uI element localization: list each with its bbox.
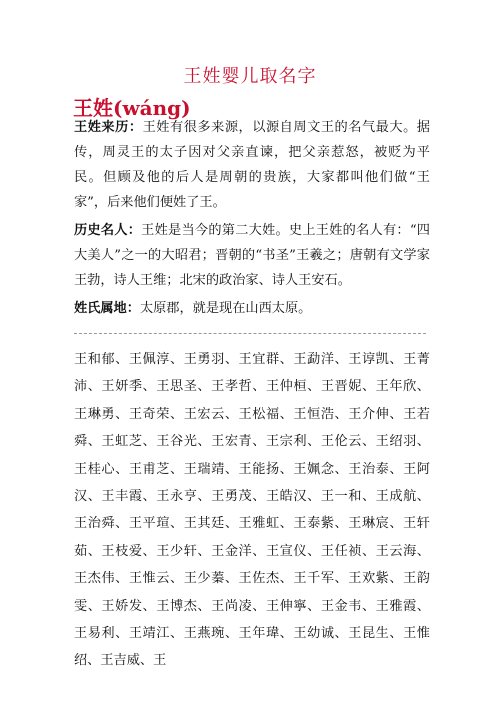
section-heading: 王姓(wáng) — [73, 96, 191, 120]
origin-text: 王姓有很多来源，以源自周文王的名气最大。据传，周灵王的太子因对父亲直谏，把父亲惹怒，被贬为平民。但顾及他的后人是周朝的贵族，大家都叫他们做“王家”，后来他们便姓了王。 — [74, 120, 430, 210]
place-text: 太原郡，就是现在山西太原。 — [139, 301, 312, 316]
famous-people-paragraph — [74, 218, 430, 293]
origin-label: 王姓来历： — [74, 120, 143, 135]
dashed-divider — [74, 333, 426, 334]
surname-place-paragraph — [74, 296, 430, 321]
surname-origin-paragraph — [74, 115, 430, 215]
famous-text: 王姓是当今的第二大姓。史上王姓的名人有：“四大美人”之一的大昭君；晋朝的“书圣”王羲之；唐朝有文学家王勃，诗人王维；北宋的政治家、诗人王安石。 — [74, 223, 430, 288]
place-label: 姓氏属地： — [74, 301, 140, 316]
baby-names-list: 王和郁、王佩淳、王勇羽、王宜群、王勐洋、王谆凯、王菁沛、王妍季、王思圣、王孝哲、王仲桓、王晋妮、王年欣、王琳勇、王奇荣、王宏云、王松福、王恒浩、王介伸、王若舜、王虹芝、王谷光、王宏青、王宗利、王伦云、王绍羽、王桂心、王甫芝、王瑞靖、王能扬、王姵念、王治泰、王阿汉、王丰霞、王永亨、王勇茂、王皓汉、王一和、王成航、王治舜、王平瑄、王其廷、王雅虹、王泰紫、王琳宸、王轩茹、王枝爱、王少轩、王金洋、王宣仪、王任祯、王云海、王杰伟、王惟云、王少蓁、王佐杰、王千军、王欢紫、王韵雯、王娇发、王博杰、王尚凌、王伸寧、王金韦、王雅霞、王易利、王靖江、王燕琬、王年瑋、王幼诚、王昆生、王惟绍、王吉威、王 — [74, 352, 430, 669]
page-title: 王姓婴儿取名字 — [183, 66, 317, 87]
famous-label: 历史名人： — [74, 223, 142, 238]
